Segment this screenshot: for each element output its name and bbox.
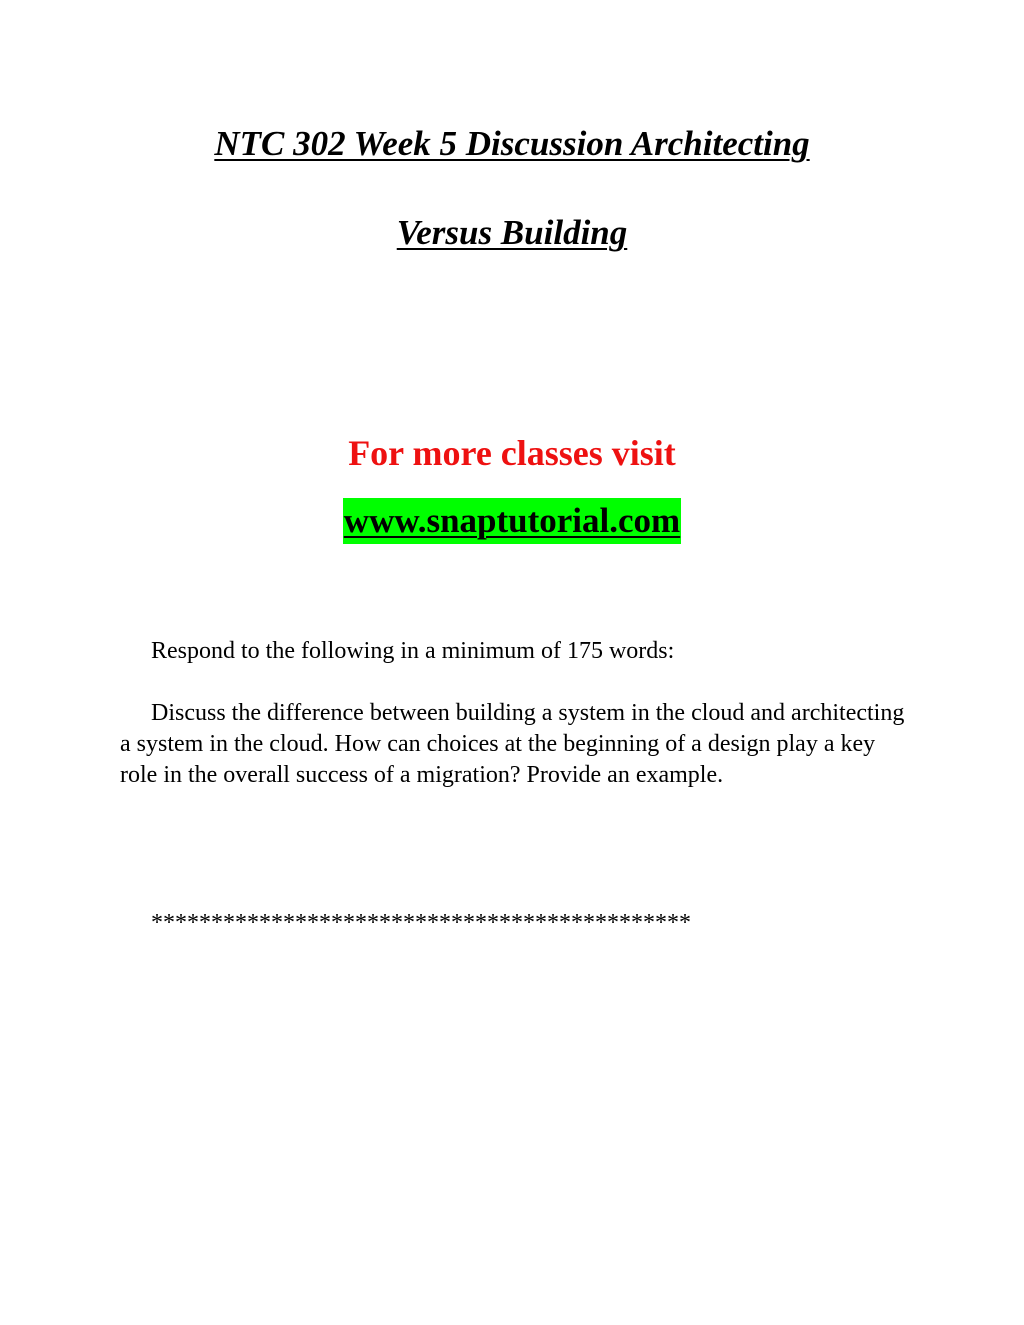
promo-text: For more classes visit: [348, 433, 676, 473]
instruction-text: Respond to the following in a minimum of 175 words:: [151, 638, 675, 664]
website-link[interactable]: www.snaptutorial.com: [343, 498, 681, 544]
link-container: [0, 498, 1024, 544]
document-title-line-1: NTC 302 Week 5 Discussion Architecting: [214, 124, 810, 163]
question-text: Discuss the difference between building a system in the cloud and architecting a system in the cloud. How can choices at the beginning of a design play a key role in the overall success of a migration? Provide an example.: [120, 700, 905, 788]
asterisk-separator: *********************************************: [151, 910, 691, 936]
document-title-line-2: Versus Building: [396, 213, 628, 252]
